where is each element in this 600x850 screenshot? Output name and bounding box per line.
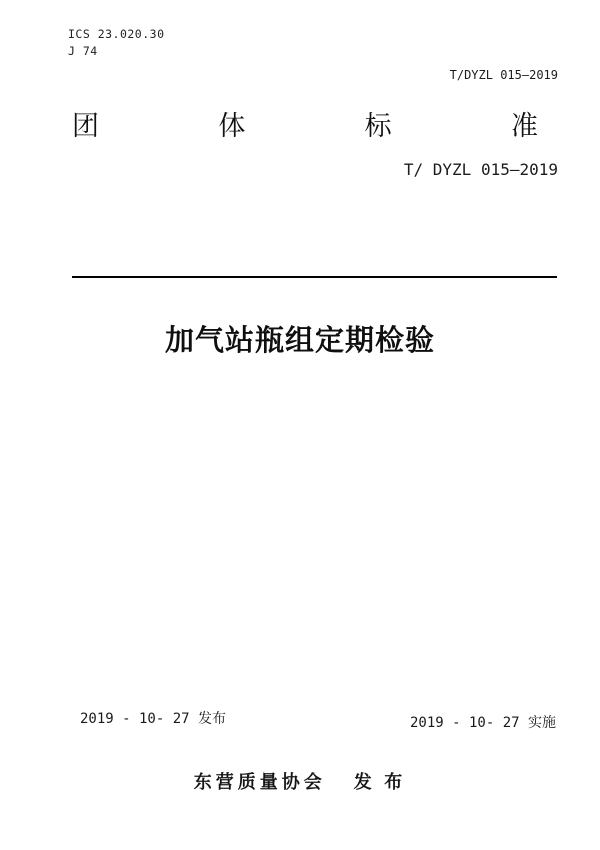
doc-number-main: T/ DYZL 015—2019 — [403, 160, 558, 179]
standard-type-char: 体 — [218, 111, 246, 141]
release-date: 2019 - 10- 27 发布 — [80, 711, 227, 727]
standard-type-char: 标 — [364, 111, 392, 141]
publish-action-label: 发 布 — [353, 772, 407, 792]
standard-type-char: 准 — [510, 111, 538, 141]
publisher-row — [0, 768, 600, 794]
ics-block — [68, 26, 165, 60]
classification-code: J 74 — [68, 44, 98, 58]
ics-code: ICS 23.020.30 — [68, 27, 165, 41]
standard-type-char: 团 — [72, 111, 99, 141]
document-title: 加气站瓶组定期检验 — [164, 325, 435, 357]
publisher-name: 东营质量协会 — [193, 772, 326, 792]
doc-number-top: T/DYZL 015—2019 — [449, 68, 558, 82]
horizontal-rule — [72, 276, 557, 278]
standard-type-heading — [72, 104, 538, 143]
implement-date: 2019 - 10- 27 实施 — [409, 715, 556, 731]
